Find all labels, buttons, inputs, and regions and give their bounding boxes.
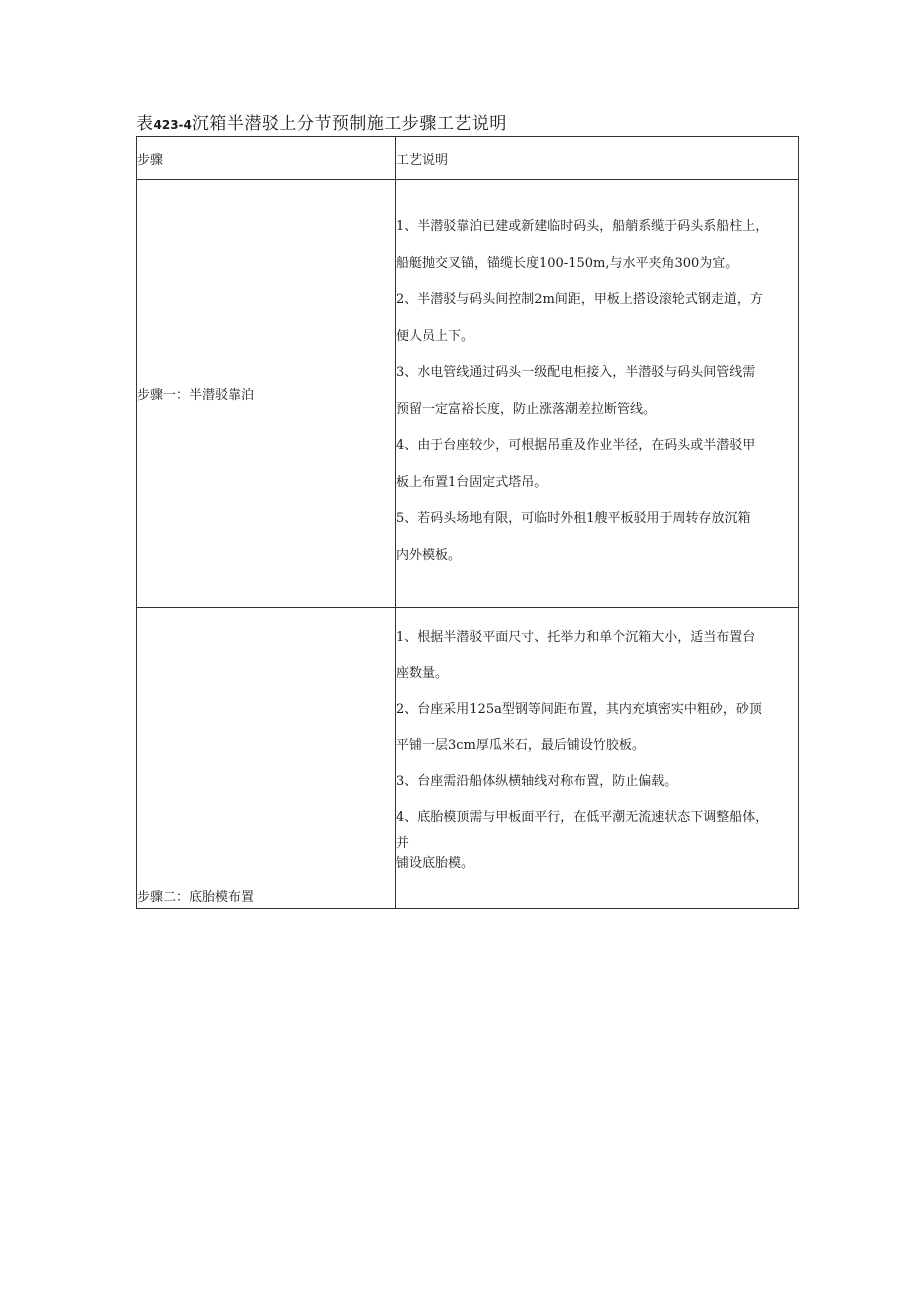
header-description: 工艺说明	[396, 137, 799, 180]
process-table	[136, 136, 799, 909]
description-line: 1、根据半潜驳平面尺寸、托举力和单个沉箱大小，适当布置台	[396, 630, 756, 645]
description-line: 3、水电管线通过码头一级配电柜接入，半潜驳与码头间管线需	[396, 365, 756, 380]
caption-prefix: 表	[136, 114, 154, 134]
caption-title: 沉箱半潜驳上分节预制施工步骤工艺说明	[191, 114, 507, 134]
description-line: 铺设底胎模。	[396, 856, 475, 871]
step-description	[396, 180, 799, 608]
description-line: 座数量。	[396, 666, 449, 681]
table-header-row	[137, 137, 799, 180]
table-caption	[136, 113, 507, 136]
step-name: 步骤二：底胎模布置	[137, 608, 396, 909]
table-row	[137, 180, 799, 608]
description-line: 2、半潜驳与码头间控制2m间距，甲板上搭设滚轮式钢走道，方	[396, 292, 763, 307]
description-line: 2、台座采用125a型钢等间距布置，其内充填密实中粗砂，砂顶	[396, 702, 762, 717]
description-line: 4、底胎模顶需与甲板面平行，在低平潮无流速状态下调整船体，	[396, 810, 769, 825]
description-line: 板上布置1台固定式塔吊。	[396, 474, 548, 490]
description-line: 4、由于台座较少，可根据吊重及作业半径，在码头或半潜驳甲	[396, 438, 756, 453]
header-step: 步骤	[137, 137, 396, 180]
description-line: 5、若码头场地有限，可临时外租1艘平板驳用于周转存放沉箱	[396, 511, 751, 526]
description-line: 预留一定富裕长度，防止涨落潮差拉断管线。	[396, 401, 657, 417]
caption-number: 423-4	[153, 118, 192, 132]
table-row	[137, 608, 799, 909]
description-line: 3、台座需沿船体纵横轴线对称布置，防止偏载。	[396, 774, 678, 789]
description-line: 1、半潜驳靠泊已建或新建临时码头，船艄系缆于码头系船柱上，	[396, 219, 769, 234]
description-line: 内外模板。	[396, 547, 462, 563]
description-line: 便人员上下。	[396, 328, 475, 344]
description-line: 平铺一层3cm厚瓜米石，最后铺设竹胶板。	[396, 738, 645, 753]
step-name: 步骤一：半潜驳靠泊	[137, 180, 396, 608]
step-description	[396, 608, 799, 909]
description-line: 并	[396, 836, 410, 851]
description-line: 船艇抛交叉锚，锚缆长度100-150m,与水平夹角300为宜。	[396, 255, 739, 271]
